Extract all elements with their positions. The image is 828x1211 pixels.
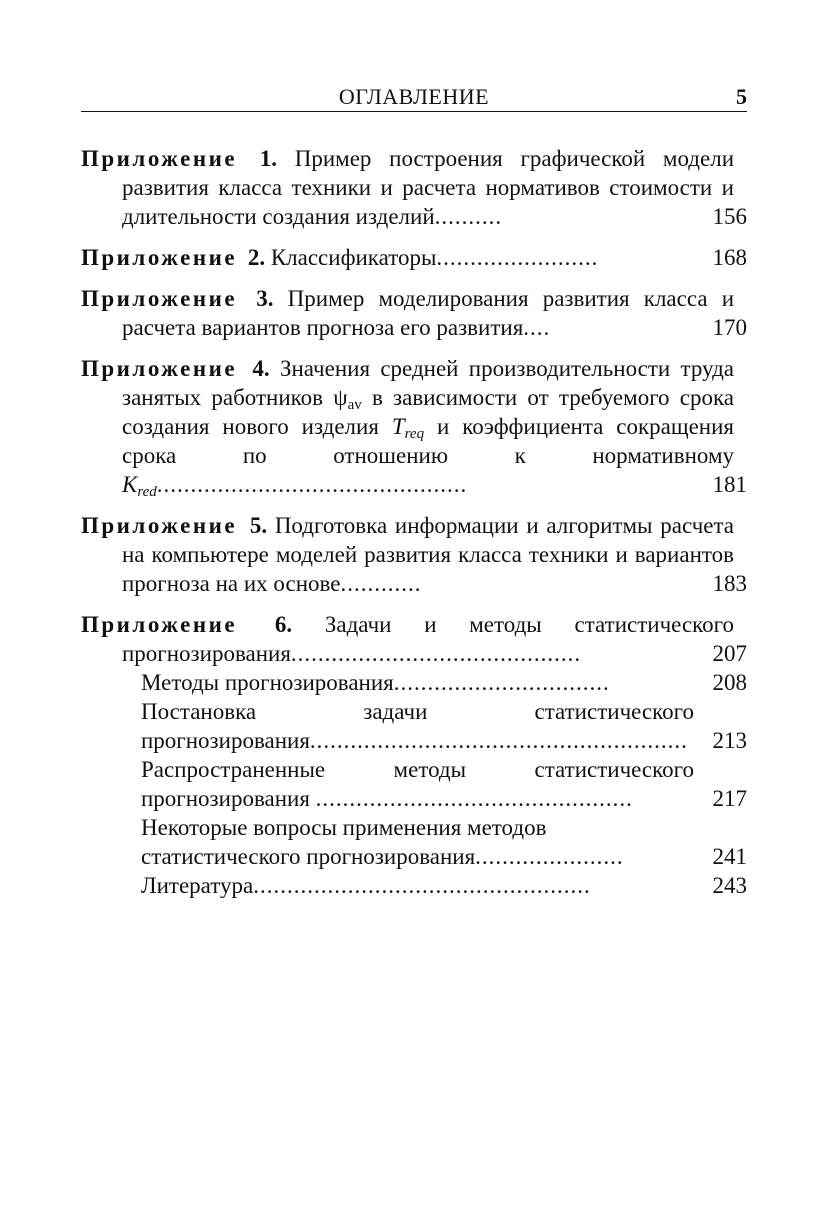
leader-dots: ...........................................	[290, 641, 582, 666]
toc-subentry-problem-statement[interactable]	[81, 697, 747, 755]
appendix-number: 4.	[252, 356, 270, 381]
appendix-label: Приложение	[81, 612, 238, 637]
toc-subentry-common-methods[interactable]	[81, 755, 747, 813]
leader-dots: ..................................................	[253, 873, 591, 898]
running-header	[81, 84, 747, 114]
entry-title-part: и коэффициента сокращения срока по отношению к нормативному	[122, 414, 734, 468]
toc-page-number: 170	[712, 315, 747, 340]
header-title: ОГЛАВЛЕНИЕ	[338, 84, 490, 109]
table-of-contents	[81, 144, 747, 900]
entry-title: Пример построения графической модели развития класса техники и расчета нормативов стоимости и длительности создания изделий	[122, 146, 735, 229]
toc-page-number: 217	[712, 786, 747, 811]
toc-entry-appendix-4[interactable]	[81, 354, 747, 499]
entry-title: Пример моделирования развития класса и расчета вариантов прогноза его развития	[122, 286, 735, 340]
subentry-title: Методы прогнозирования	[141, 670, 394, 695]
entry-title: Задачи и методы статистического прогнозирования	[122, 612, 735, 666]
leader-dots: ............	[340, 571, 422, 596]
header-page-number: 5	[736, 84, 747, 109]
toc-subentry-literature[interactable]	[81, 871, 747, 900]
entry-title: Классификаторы	[270, 245, 437, 270]
toc-entry-appendix-6[interactable]	[81, 610, 747, 668]
toc-subentry-text	[141, 871, 694, 900]
appendix-number: 2.	[247, 245, 266, 270]
appendix-number: 6.	[274, 612, 293, 637]
toc-entry-text	[81, 354, 734, 499]
toc-subentry-text	[141, 755, 694, 813]
leader-dots: ......................	[475, 844, 624, 869]
toc-entry-appendix-2[interactable]	[81, 243, 747, 272]
leader-dots: ..........	[434, 204, 503, 229]
leader-dots: ........................................................	[309, 728, 688, 753]
header-rule	[81, 111, 747, 112]
toc-page-number: 241	[712, 844, 747, 869]
appendix-label: Приложение	[81, 356, 238, 381]
toc-subentry-text	[141, 668, 694, 697]
toc-subentry-application-issues[interactable]	[81, 813, 747, 871]
toc-subentry-text	[141, 697, 694, 755]
toc-entry-text	[81, 610, 734, 668]
toc-page-number: 156	[712, 204, 747, 229]
toc-subentry-text	[141, 813, 694, 871]
appendix-label: Приложение	[81, 286, 238, 311]
entry-title: Подготовка информации и алгоритмы расчета на компьютере моделей развития класса техники и вариантов прогноза на их основе	[122, 513, 735, 596]
leader-dots: ...............................................	[315, 786, 633, 811]
toc-page-number: 183	[712, 571, 747, 596]
toc-page-number: 208	[712, 670, 747, 695]
subscript-av: av	[347, 397, 362, 413]
entry-title-part: Значения средней производительности труда занятых работников ψ	[122, 356, 735, 410]
appendix-label: Приложение	[81, 146, 238, 171]
subentry-title: Литература	[141, 873, 254, 898]
toc-entry-appendix-1[interactable]	[81, 144, 747, 231]
appendix-number: 5.	[249, 513, 268, 538]
entry-title-part: в зависимости от требуемого срока создания нового изделия	[122, 385, 734, 439]
subentry-title: Постановка задачи статистического прогнозирования	[141, 699, 694, 753]
toc-entry-text	[81, 284, 734, 342]
subscript-req: req	[404, 426, 425, 442]
toc-subentry-methods[interactable]	[81, 668, 747, 697]
subentry-title: Распространенные методы статистического прогнозирования	[141, 757, 694, 811]
subscript-red: red	[137, 484, 157, 500]
appendix-label: Приложение	[81, 513, 238, 538]
variable-t: T	[391, 414, 405, 439]
leader-dots: ..............................................	[156, 472, 468, 497]
toc-page-number: 168	[712, 245, 747, 270]
toc-page-number: 207	[712, 641, 747, 666]
appendix-number: 1.	[259, 146, 278, 171]
leader-dots: ................................	[393, 670, 610, 695]
appendix-label: Приложение	[81, 245, 238, 270]
toc-entry-text	[81, 144, 734, 231]
toc-entry-appendix-5[interactable]	[81, 511, 747, 598]
subentry-title: Некоторые вопросы применения методов статистического прогнозирования	[141, 815, 547, 869]
toc-entry-text	[81, 511, 734, 598]
toc-page-number: 243	[712, 873, 747, 898]
leader-dots: ....	[523, 315, 551, 340]
toc-page-number: 213	[712, 728, 747, 753]
appendix-number: 3.	[256, 286, 274, 311]
leader-dots: ........................	[436, 245, 599, 270]
toc-entry-appendix-3[interactable]	[81, 284, 747, 342]
toc-page-number: 181	[712, 472, 747, 497]
toc-entry-text	[81, 243, 734, 272]
variable-k: K	[122, 472, 138, 497]
